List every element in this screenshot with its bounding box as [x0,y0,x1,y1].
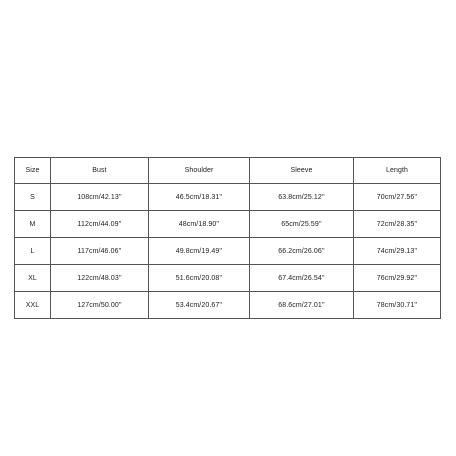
bust-cell: 117cm/46.06'' [51,238,149,265]
length-cell: 72cm/28.35'' [354,211,441,238]
bust-cell: 127cm/50.00'' [51,292,149,319]
table-row [15,211,441,238]
bust-cell: 108cm/42.13'' [51,184,149,211]
column-header-bust: Bust [51,158,149,184]
table-row [15,238,441,265]
column-header-shoulder: Shoulder [149,158,250,184]
size-cell: L [15,238,51,265]
sleeve-cell: 65cm/25.59'' [250,211,354,238]
size-cell: S [15,184,51,211]
sleeve-cell: 68.6cm/27.01'' [250,292,354,319]
size-cell: M [15,211,51,238]
bust-cell: 112cm/44.09'' [51,211,149,238]
shoulder-cell: 53.4cm/20.67'' [149,292,250,319]
sleeve-cell: 66.2cm/26.06'' [250,238,354,265]
bust-cell: 122cm/48.03'' [51,265,149,292]
column-header-length: Length [354,158,441,184]
shoulder-cell: 49.8cm/19.49'' [149,238,250,265]
sleeve-cell: 63.8cm/25.12'' [250,184,354,211]
table-row [15,265,441,292]
size-cell: XXL [15,292,51,319]
shoulder-cell: 51.6cm/20.08'' [149,265,250,292]
shoulder-cell: 46.5cm/18.31'' [149,184,250,211]
table-header-row [15,158,441,184]
size-chart-table [14,157,441,319]
length-cell: 76cm/29.92'' [354,265,441,292]
length-cell: 70cm/27.56'' [354,184,441,211]
shoulder-cell: 48cm/18.90'' [149,211,250,238]
length-cell: 74cm/29.13'' [354,238,441,265]
column-header-size: Size [15,158,51,184]
table-row [15,184,441,211]
table-row [15,292,441,319]
size-cell: XL [15,265,51,292]
column-header-sleeve: Sleeve [250,158,354,184]
length-cell: 78cm/30.71'' [354,292,441,319]
sleeve-cell: 67.4cm/26.54'' [250,265,354,292]
